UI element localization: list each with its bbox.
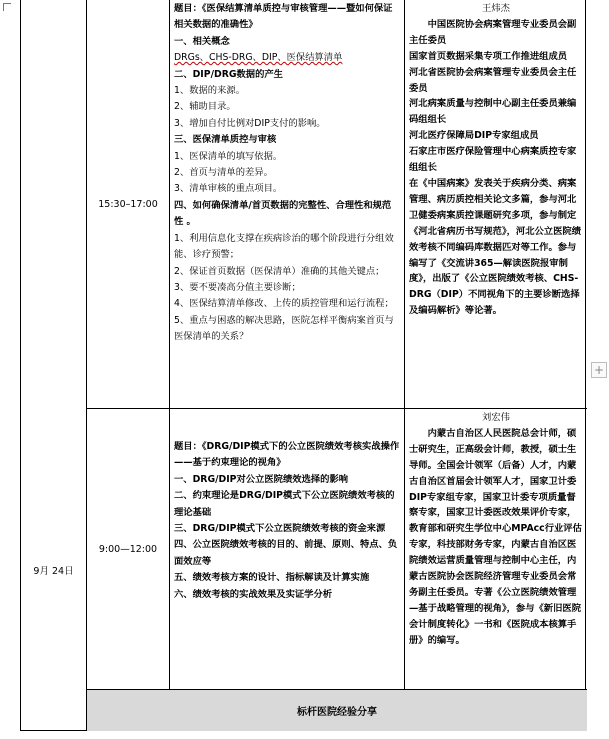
topic-item: 三、DRG/DIP模式下公立医院绩效考核的资金来源 xyxy=(174,523,386,535)
speaker-title: 河北医疗保障局DIP专家组成员 xyxy=(409,130,539,142)
add-row-button[interactable]: + xyxy=(591,362,607,378)
topic-item: 四、公立医院绩效考核的目的、前提、原则、特点、负面效应等 xyxy=(174,539,398,567)
topic-item: 3、要不要凑高分值主要诊断； xyxy=(174,281,301,293)
topic-item: 六、绩效考核的实战效果及实证学分析 xyxy=(174,588,333,600)
topic-title: 题目：《DRG/DIP模式下的公立医院绩效考核实战操作——基于约束理论的视角》 xyxy=(174,441,400,469)
topic-heading: 四、如何确保清单/首页数据的完整性、合理性和规范性 。 xyxy=(174,199,392,228)
speaker-title: 中国医院协会病案管理专业委员会副主任委员 xyxy=(409,18,577,46)
speaker-bio: 内蒙古自治区人民医院总会计师，硕士研究生，正高级会计师，教授，硕士生导师。全国会计领军（后备）人才，内蒙古自治区首届会计领军人才，国家卫计委DIP专家组专家，国家卫计委专项质量督察专家，国家卫计委医改效果评价专家，教育部和研究生学位中心MPAcc行业评估专家，科技部财务专家，内蒙古自治区医院绩效运营质量管理与控制中心主任，内蒙古医院协会医院经济管理专业委员会常务副主任委员。专著《公立医院绩效管理—基于战略管理的视角》，参与《新旧医院会计制度转化》一书和《医院成本核算手册》的编写。 xyxy=(409,427,582,646)
speaker-name: 刘宏伟 xyxy=(482,412,510,423)
session-topic xyxy=(170,409,404,689)
session-date: 9月 24日 xyxy=(33,565,74,577)
schedule-table xyxy=(20,0,586,731)
topic-item: 5、重点与困惑的解决思路，医院怎样平衡病案首页与医保清单的关系？ xyxy=(174,314,394,343)
topic-item: 1、医保清单的填写依据。 xyxy=(174,150,283,162)
topic-title: 题目：《医保结算清单质控与审核管理——暨如何保证相关数据的准确性》 xyxy=(174,3,393,31)
topic-heading: 二、DIP/DRG数据的产生 xyxy=(174,68,283,80)
speaker-bio: 在《中国病案》发表关于疾病分类、病案管理、病历质控相关论文多篇，参与河北卫健委病案质控课题研究多项，参与制定《河北省病历书写规范》，河北公立医院绩效考核不同编码库数据匹对等工作。参与编写了《交流讲365—解读医院报审制度》，出版了《公立医院绩效考核、CHS-DRG（DIP）不同视角下的主要诊断选择及编码解析》等论著。 xyxy=(409,177,581,317)
topic-item: 1、数据的来源。 xyxy=(174,85,245,97)
session-topic xyxy=(170,0,404,408)
corner-mark xyxy=(3,3,11,11)
speaker-title: 河北病案质量与控制中心副主任委员兼编码组组长 xyxy=(409,98,577,126)
topic-item: 五、绩效考核方案的设计、指标解读及计算实施 xyxy=(174,572,370,584)
topic-item: 1、利用信息化支撑在疾病诊治的哪个阶段进行分组效能、诊疗预警； xyxy=(174,232,394,261)
topic-item: 2、首页与清单的差异。 xyxy=(174,167,273,179)
topic-item: 4、医保结算清单修改、上传的质控管理和运行流程； xyxy=(174,298,394,310)
topic-item: 2、辅助目录。 xyxy=(174,101,236,113)
session-time: 15:30–17:00 xyxy=(98,198,158,210)
topic-heading: 一、相关概念 xyxy=(174,35,230,47)
topic-item: DRGs、CHS-DRG、DIP、医保结算清单 xyxy=(174,52,343,64)
speaker-info xyxy=(405,409,587,689)
section-banner: 标杆医院经验分享 xyxy=(87,690,587,731)
topic-item: 二、约束理论是DRG/DIP模式下公立医院绩效考核的理论基础 xyxy=(174,490,395,518)
topic-item: 2、保证首页数据（医保清单）准确的其他关键点； xyxy=(174,265,385,277)
speaker-title: 河北省医院协会病案管理专业委员会主任委员 xyxy=(409,66,577,94)
session-time: 9:00—12:00 xyxy=(98,543,158,555)
topic-heading: 三、医保清单质控与审核 xyxy=(174,134,277,146)
speaker-title: 国家首页数据采集专项工作推进组成员 xyxy=(409,50,568,62)
speaker-info xyxy=(405,0,587,408)
speaker-title: 石家庄市医疗保险管理中心病案质控专家组组长 xyxy=(409,146,577,174)
speaker-name: 王炜杰 xyxy=(482,3,510,14)
topic-item: 一、DRG/DIP对公立医院绩效选择的影响 xyxy=(174,473,349,485)
topic-item: 3、清单审核的重点项目。 xyxy=(174,183,283,195)
topic-item: 3、增加自付比例对DIP支付的影响。 xyxy=(174,117,326,129)
